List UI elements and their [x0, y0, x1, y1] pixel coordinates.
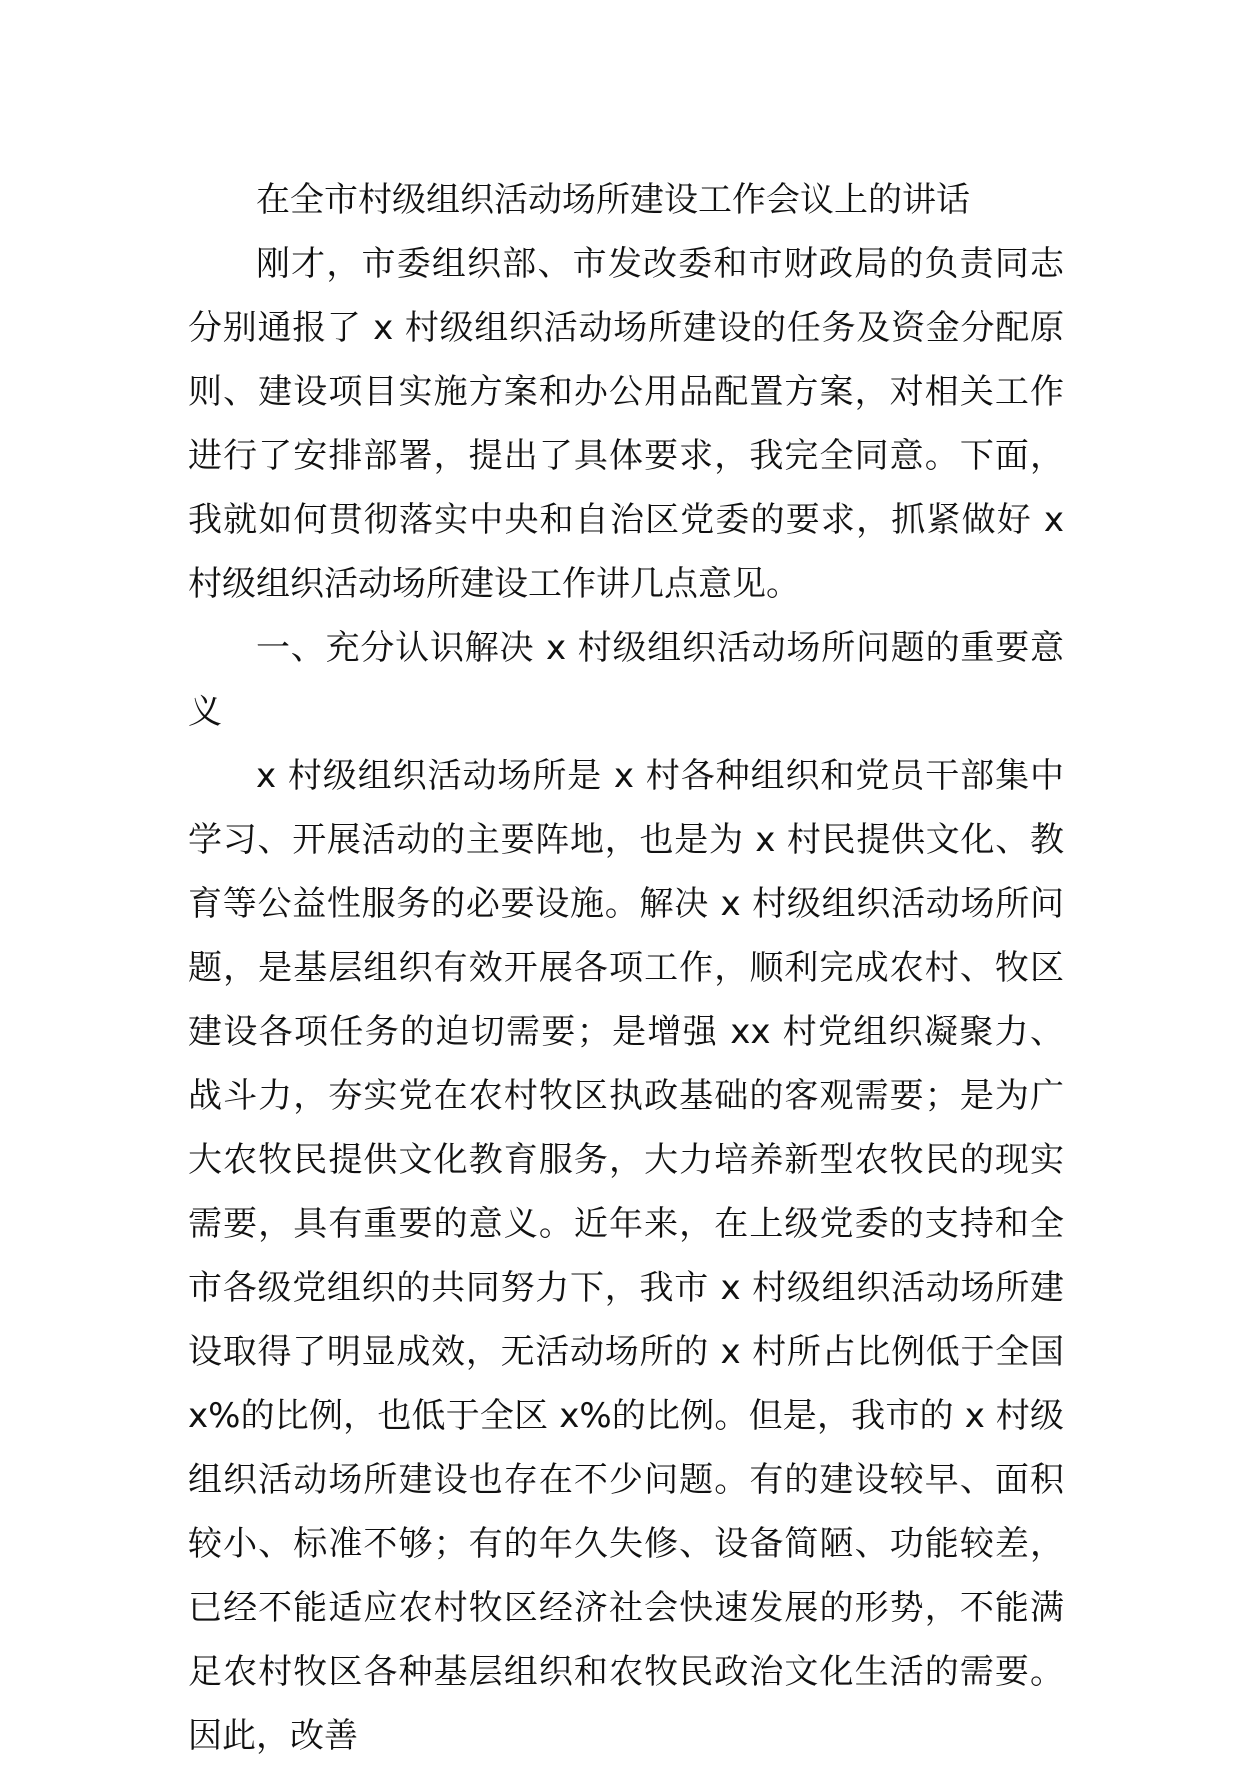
- section-heading-1: 一、充分认识解决 x 村级组织活动场所问题的重要意义: [188, 628, 1064, 732]
- paragraph-section-1: x 村级组织活动场所是 x 村各种组织和党员干部集中学习、开展活动的主要阵地，也是为 x 村民提供文化、教育等公益性服务的必要设施。解决 x 村级组织活动场所问题，是基层组织有效开展各项工作，顺利完成农村、牧区建设各项任务的迫切需要；是增强 xx 村党组织凝聚力、战斗力，夯实党在农村牧区执政基础的客观需要；是为广大农牧民提供文化教育服务，大力培养新型农牧民的现实需要，具有重要的意义。近年来，在上级党委的支持和全市各级党组织的共同努力下，我市 x 村级组织活动场所建设取得了明显成效，无活动场所的 x 村所占比例低于全国 x%的比例，也低于全区 x%的比例。但是，我市的 x 村级组织活动场所建设也存在不少问题。有的建设较早、面积较小、标准不够；有的年久失修、设备简陋、功能较差，已经不能适应农村牧区经济社会快速发展的形势，不能满足农村牧区各种基层组织和农牧民政治文化生活的需要。因此，改善: [188, 756, 1064, 1756]
- paragraph-intro: 刚才，市委组织部、市发改委和市财政局的负责同志分别通报了 x 村级组织活动场所建设的任务及资金分配原则、建设项目实施方案和办公用品配置方案，对相关工作进行了安排部署，提出了具体要求，我完全同意。下面，我就如何贯彻落实中央和自治区党委的要求，抓紧做好 x 村级组织活动场所建设工作讲几点意见。: [188, 244, 1064, 604]
- document-body: [188, 168, 1064, 1768]
- document-title: 在全市村级组织活动场所建设工作会议上的讲话: [256, 180, 970, 220]
